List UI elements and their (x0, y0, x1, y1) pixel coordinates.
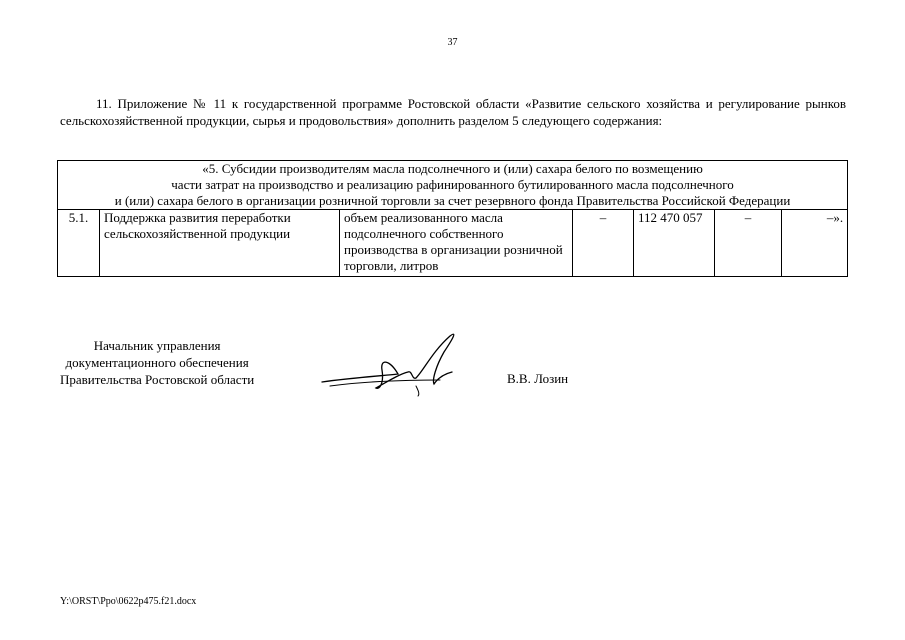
heading-line: «5. Субсидии производителям масла подсолнечного и (или) сахара белого по возмещению (202, 161, 703, 176)
file-path: Y:\ORST\Ppo\0622p475.f21.docx (60, 596, 197, 607)
table-heading-row (58, 161, 848, 210)
signer-title (60, 337, 254, 388)
heading-line: и (или) сахара белого в организации розничной торговли за счет резервного фонда Правительства Российской Федерации (114, 193, 791, 208)
section-heading (58, 161, 848, 210)
section-table (57, 160, 848, 277)
handwritten-signature-icon (320, 330, 470, 400)
row-measure: Поддержка развития переработки сельскохозяйственной продукции (100, 210, 340, 277)
signer-title-line: документационного обеспечения (65, 355, 249, 370)
table-row (58, 210, 848, 277)
row-col7: –». (782, 210, 848, 277)
signer-title-line: Начальник управления (93, 338, 221, 353)
row-col4: – (573, 210, 634, 277)
page-number: 37 (447, 37, 458, 48)
row-col5: 112 470 057 (634, 210, 715, 277)
row-indicator: объем реализованного масла подсолнечного собственного производства в организации розничной торговли, литров (340, 210, 573, 277)
signer-name: В.В. Лозин (507, 371, 569, 386)
row-col6: – (715, 210, 782, 277)
signer-title-line: Правительства Ростовской области (60, 372, 255, 387)
heading-line: части затрат на производство и реализацию рафинированного бутилированного масла подсолнечного (171, 177, 734, 192)
intro-paragraph: 11. Приложение № 11 к государственной программе Ростовской области «Развитие сельского хозяйства и регулирование рынков сельскохозяйственной продукции, сырья и продовольствия» дополнить разделом 5 следующего содержания: (60, 96, 846, 128)
row-number: 5.1. (58, 210, 100, 277)
